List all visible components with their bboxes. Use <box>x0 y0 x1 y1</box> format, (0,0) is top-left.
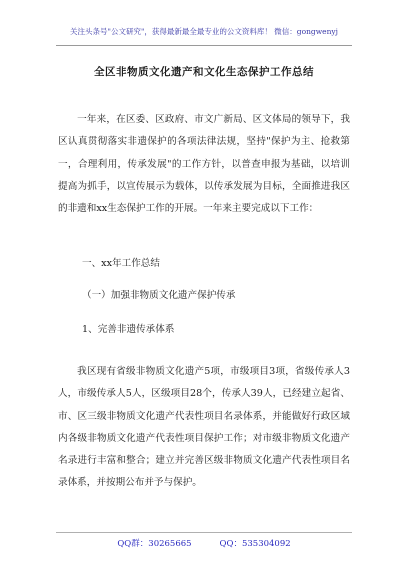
footer-qq-group: QQ群：30265665 <box>117 539 192 549</box>
subsection-heading: （一）加强非物质文化遗产保护传承 <box>82 290 236 301</box>
section-heading: 一、xx年工作总结 <box>82 258 160 269</box>
item-heading: 1、完善非遗传承体系 <box>82 324 175 335</box>
header-promo-note: 关注头条号"公文研究"，获得最新最全最专业的公文资料库！ 微信：gongwenyj <box>70 27 338 36</box>
body-paragraph-text: 我区现有省级非物质文化遗产5项，市级项目3项，省级传承人3人，市级传承人5人，区级项目28个，传承人39人，已经建立起省、市、区三级非物质文化遗产代表性项目名录体系，并能做好行政区域内各级非物质文化遗产代表性项目保护工作；对市级非物质文化遗产名录进行丰富和整合；建立并完善区级非物质文化遗产代表性项目名录体系，并按期公布并予与保护。 <box>58 366 350 489</box>
footer-contact <box>0 537 408 549</box>
body-paragraph <box>58 361 350 495</box>
document-title: 全区非物质文化遗产和文化生态保护工作总结 <box>94 66 314 78</box>
footer-divider <box>56 532 352 533</box>
header-divider <box>56 45 352 46</box>
intro-paragraph-text: 一年来，在区委、区政府、市文广新局、区文体局的领导下，我区认真贯彻落实非遗保护的各项法律法规，坚持"保护为主、抢救第一，合理利用，传承发展"的工作方针，以普查申报为基础，以培训提高为抓手，以宣传展示为载体，以传承发展为目标，全面推进我区的非遗和xx生态保护工作的开展。一年来主要完成以下工作： <box>58 114 350 215</box>
footer-qq: QQ：535304092 <box>219 539 291 549</box>
intro-paragraph <box>58 109 350 220</box>
